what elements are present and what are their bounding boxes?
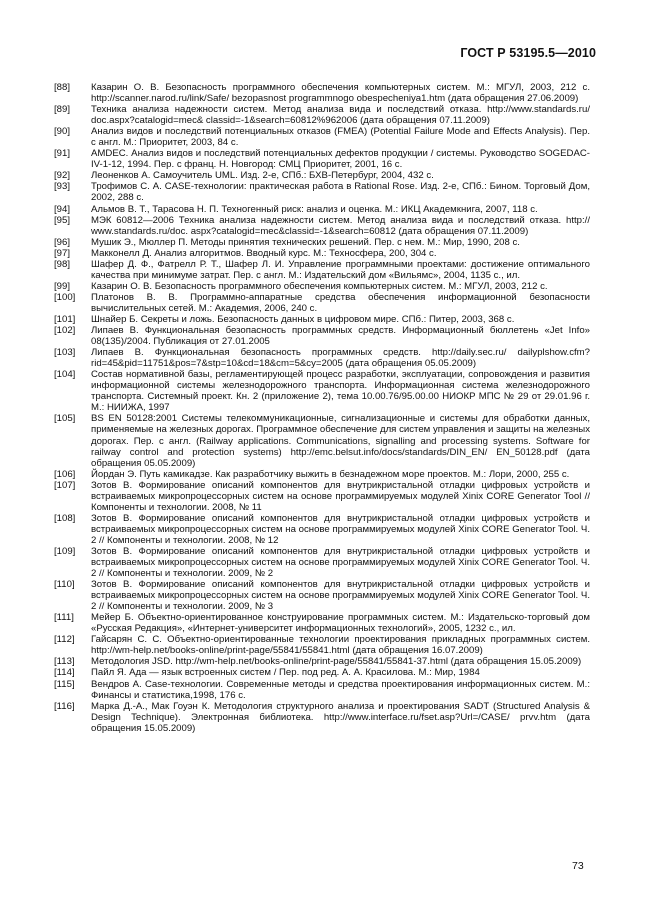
reference-item	[54, 513, 590, 546]
reference-number: [102]	[54, 325, 76, 337]
reference-number: [97]	[54, 247, 71, 259]
reference-item	[54, 215, 590, 237]
reference-number: [105]	[54, 413, 76, 425]
reference-number: [103]	[54, 347, 76, 359]
reference-item	[54, 480, 590, 513]
reference-text: Марка Д.-А., Мак Гоуэн К. Методология структурного анализа и проектирования SADT (Structured Analysis & Design Technique). Электронная библиотека. http://www.interface.ru/fset.asp?Url=/CASE/ prvv.htm (дата обращения 15.05.2009)	[91, 700, 590, 734]
reference-number: [108]	[54, 512, 76, 524]
reference-text: Шнайер Б. Секреты и ложь. Безопасность данных в цифровом мире. СПб.: Питер, 2003, 368 с.	[91, 313, 515, 325]
reference-item	[54, 292, 590, 314]
reference-item	[54, 314, 590, 325]
reference-text: Шафер Д. Ф., Фатрелл Р. Т., Шафер Л. И. Управление программными проектами: достижение оптимального качества при минимуме затрат. Пер. с англ. М.: Издательский дом «Вильямс», 2004, 1135 с., ил.	[91, 258, 590, 281]
reference-text: Анализ видов и последствий потенциальных отказов (FMEA) (Potential Failure Mode and Effects Analysis). Пер. с англ. М.: Приоритет, 2003, 84 с.	[91, 126, 590, 149]
reference-number: [110]	[54, 579, 75, 591]
reference-text: Макконелл Д. Анализ алгоритмов. Вводный курс. М.: Техносфера, 200, 304 с.	[91, 247, 437, 259]
reference-number: [116]	[54, 700, 75, 712]
reference-item	[54, 148, 590, 170]
reference-text: МЭК 60812—2006 Техника анализа надежности систем. Метод анализа вида и последствий отказа. http:// www.standards.ru/doc. aspx?catalogid=mec&classid=-1&search=60812 (дата обращения 07.11.2009)	[91, 214, 590, 237]
reference-item	[54, 204, 590, 215]
reference-number: [107]	[54, 479, 76, 491]
reference-item	[54, 656, 590, 667]
reference-list	[54, 82, 590, 734]
reference-number: [115]	[54, 678, 75, 690]
reference-number: [93]	[54, 181, 71, 193]
reference-number: [106]	[54, 468, 76, 480]
reference-text: Альмов В. Т., Тарасова Н. П. Техногенный риск: анализ и оценка. М.: ИКЦ Академкнига, 2007, 118 с.	[91, 203, 538, 215]
reference-number: [95]	[54, 214, 71, 226]
reference-text: Липаев В. Функциональная безопасность программных средств. http://daily.sec.ru/ dailyplshow.cfm?rid=45&pid=11751&pos=7&stp=10&cd=18&cm=5&cy=2005 (дата обращения 05.05.2009)	[91, 347, 590, 370]
reference-number: [92]	[54, 170, 71, 182]
reference-number: [88]	[54, 82, 71, 93]
reference-text: Зотов В. Формирование описаний компонентов для внутрикристальной отладки цифровых устройств и встраиваемых микропроцессорных систем на основе программируемых модулей Xinix CORE Generator Tool. Ч. 2 // Компоненты и технологии. 2009, № 3	[91, 579, 590, 613]
reference-item	[54, 281, 590, 292]
reference-item	[54, 667, 590, 678]
reference-text: Мейер Б. Объектно-ориентированное конструирование программных систем. М.: Издательско-торговый дом «Русская Редакция», «Интернет-университет информационных технологий», 2005, 1232 с., ил.	[91, 612, 590, 635]
reference-item	[54, 469, 590, 480]
reference-number: [113]	[54, 656, 75, 668]
reference-number: [104]	[54, 369, 76, 381]
reference-number: [112]	[54, 634, 75, 646]
reference-number: [109]	[54, 545, 76, 557]
reference-text: Йордан Э. Путь камикадзе. Как разработчику выжить в безнадежном море проектов. М.: Лори, 2000, 255 с.	[91, 468, 570, 480]
reference-text: Платонов В. В. Программно-аппаратные средства обеспечения информационной безопасности вычислительных сетей. М.: Академия, 2006, 240 с.	[91, 291, 590, 314]
reference-text: Казарин О. В. Безопасность программного обеспечения компьютерных систем. М.: МГУЛ, 2003, 212 с.	[91, 280, 548, 292]
reference-number: [114]	[54, 667, 75, 679]
reference-item	[54, 126, 590, 148]
reference-number: [94]	[54, 203, 71, 215]
reference-text: Мушик Э., Мюллер П. Методы принятия технических решений. Пер. с нем. М.: Мир, 1990, 208 с.	[91, 236, 520, 248]
page-number: 73	[572, 860, 584, 872]
reference-item	[54, 701, 590, 734]
reference-number: [98]	[54, 258, 71, 270]
reference-number: [91]	[54, 148, 71, 160]
reference-text: Леоненков А. Самоучитель UML. Изд. 2-е, СПб.: БХВ-Петербург, 2004, 432 с.	[91, 170, 434, 182]
reference-text: Методология JSD. http://wm-help.net/books-online/print-page/55841/55841-37.html (дата обращения 15.05.2009)	[91, 656, 582, 668]
reference-item	[54, 170, 590, 181]
standard-header: ГОСТ Р 53195.5—2010	[460, 46, 596, 60]
reference-item	[54, 237, 590, 248]
reference-number: [101]	[54, 313, 76, 325]
reference-text: Техника анализа надежности систем. Метод анализа вида и последствий отказа. http://www.standards.ru/ doc.aspx?catalogid=mec& classid=-1&search=60812%962006 (дата обращения 07.11.2009)	[91, 104, 590, 127]
reference-item	[54, 634, 590, 656]
reference-text: Гайсарян С. С. Объектно-ориентированные технологии проектирования прикладных программных систем. http://wm-help.net/books-online/print-page/55841/55841.html (дата обращения 16.07.2009)	[91, 634, 590, 657]
reference-item	[54, 259, 590, 281]
reference-item	[54, 325, 590, 347]
reference-text: Трофимов С. А. CASE-технологии: практическая работа в Rational Rose. Изд. 2-е, СПб.: Бином. Торговый Дом, 2002, 288 с.	[91, 181, 590, 204]
reference-text: Зотов В. Формирование описаний компонентов для внутрикристальной отладки цифровых устройств и встраиваемых микропроцессорных систем на основе программируемых модулей Xinix CORE Generator Tool. Ч. 2 // Компоненты и технологии. 2008, № 12	[91, 512, 590, 546]
reference-item	[54, 104, 590, 126]
reference-item	[54, 181, 590, 203]
reference-text: Зотов В. Формирование описаний компонентов для внутрикристальной отладки цифровых устройств и встраиваемых микропроцессорных систем на основе программируемых модулей Xinix CORE Generator Tool. Ч. 2 // Компоненты и технологии. 2009, № 2	[91, 545, 590, 580]
reference-number: [111]	[54, 612, 74, 624]
reference-item	[54, 248, 590, 259]
reference-number: [99]	[54, 280, 71, 292]
reference-item	[54, 82, 590, 104]
reference-item	[54, 347, 590, 369]
reference-number: [90]	[54, 126, 71, 138]
reference-item	[54, 612, 590, 634]
reference-item	[54, 679, 590, 701]
reference-text: AMDEC. Анализ видов и последствий потенциальных дефектов продукции / системы. Руководство SOGEDAC-IV-1-12, 1994. Пер. с франц. Н. Новгород: СМЦ Приоритет, 2001, 16 с.	[91, 148, 590, 171]
reference-number: [89]	[54, 104, 71, 116]
reference-text: Казарин О. В. Безопасность программного обеспечения компьютерных систем. М.: МГУЛ, 2003, 212 с. http://scanner.narod.ru/link/Safe/ bezopasnost programmnogo obespecheniya1.htm (дата обращения 27.06.2009)	[91, 82, 590, 105]
reference-item	[54, 413, 590, 468]
reference-text: Состав нормативной базы, регламентирующей процесс разработки, эксплуатации, сопровождения и развития информационной системы железнодорожного транспорта. Информационная система железнодорожного транспорта. Системный проект. Кн. 2 (приложение 2), тема 10.00.76/95.00.00 НИОКР МПС № 29 от 29.01.96 г. М.: НИИЖА, 1997	[91, 369, 590, 414]
reference-item	[54, 546, 590, 579]
reference-number: [100]	[54, 291, 76, 303]
reference-number: [96]	[54, 236, 71, 248]
reference-item	[54, 579, 590, 612]
reference-text: Зотов В. Формирование описаний компонентов для внутрикристальной отладки цифровых устройств и встраиваемых микропроцессорных систем на основе программируемых модулей Xinix CORE Generator Tool // Компоненты и технологии. 2008, № 11	[91, 479, 590, 513]
reference-text: Вендров А. Case-технологии. Современные методы и средства проектирования информационных систем. М.: Финансы и статистика,1998, 176 с.	[91, 678, 590, 701]
reference-text: Пайл Я. Ада — язык встроенных систем / Пер. под ред. А. А. Красилова. М.: Мир, 1984	[91, 667, 480, 679]
reference-item	[54, 369, 590, 413]
reference-text: BS EN 50128:2001 Системы телекоммуникационные, сигнализационные и системы для обработки данных, применяемые на железных дорогах. Программное обеспечение для систем управления и защиты на железных дорогах. Пер. с англ. (Railway applications. Communications, signalling and processing systems. Software for railway control and protection systems) http://emc.belsut.info/docs/standards/DIN_EN/ EN_50128.pdf (дата обращения 05.05.2009)	[91, 413, 590, 469]
reference-text: Липаев В. Функциональная безопасность программных средств. Информационный бюллетень «Jet Info» 08(135)/2004. Публикация от 27.01.2005	[91, 325, 590, 348]
